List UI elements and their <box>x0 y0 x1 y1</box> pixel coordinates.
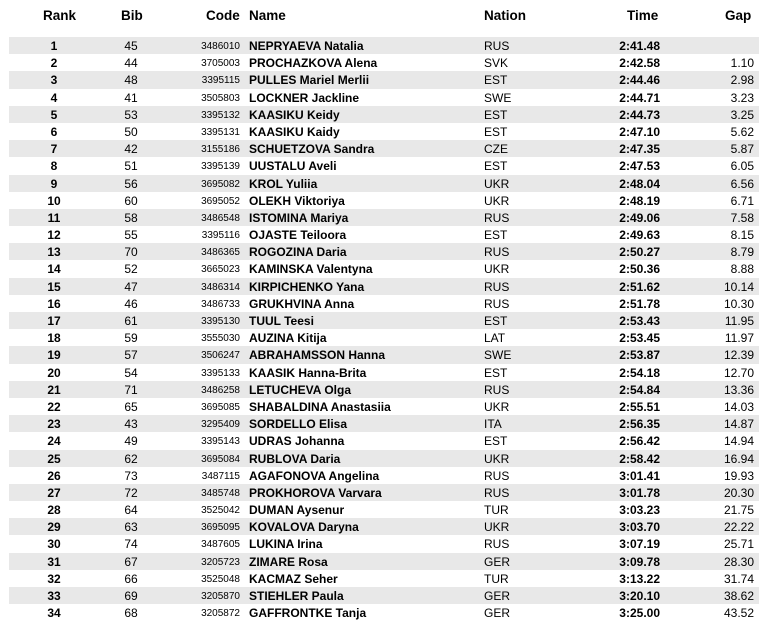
header-nation: Nation <box>484 8 526 23</box>
cell-time: 2:47.53 <box>619 159 660 174</box>
table-row <box>0 157 768 174</box>
cell-gap: 14.87 <box>723 417 754 432</box>
cell-name: PROKHOROVA Varvara <box>249 485 382 500</box>
cell-name: PROCHAZKOVA Alena <box>249 56 378 71</box>
cell-name: LETUCHEVA Olga <box>249 382 352 397</box>
cell-gap: 8.88 <box>730 262 754 277</box>
cell-nation: CZE <box>484 142 508 157</box>
cell-gap: 22.22 <box>723 520 754 535</box>
cell-time: 2:54.18 <box>619 365 660 380</box>
cell-gap: 10.30 <box>723 296 754 311</box>
cell-name: GRUKHVINA Anna <box>249 296 355 311</box>
cell-code: 3395143 <box>201 436 240 448</box>
cell-name: LOCKNER Jackline <box>249 90 360 105</box>
cell-code: 3395133 <box>201 367 240 379</box>
cell-bib: 48 <box>124 73 138 88</box>
cell-name: STIEHLER Paula <box>249 589 344 603</box>
cell-rank: 14 <box>47 262 61 277</box>
cell-gap: 16.94 <box>723 451 754 466</box>
cell-time: 2:53.87 <box>619 348 660 363</box>
cell-gap: 14.03 <box>723 399 754 414</box>
cell-gap: 7.58 <box>730 210 754 225</box>
cell-name: KOVALOVA Daryna <box>249 520 359 535</box>
cell-name: RUBLOVA Daria <box>249 451 341 466</box>
cell-code: 3695095 <box>201 522 240 534</box>
cell-time: 2:49.06 <box>619 210 660 225</box>
cell-rank: 27 <box>47 485 61 500</box>
cell-gap: 31.74 <box>723 571 754 586</box>
cell-code: 3555030 <box>201 333 240 345</box>
cell-time: 2:48.04 <box>619 176 660 191</box>
cell-nation: SVK <box>484 56 509 71</box>
cell-code: 3487605 <box>201 539 240 551</box>
cell-bib: 45 <box>124 39 138 53</box>
table-row <box>0 209 768 226</box>
cell-rank: 30 <box>47 537 61 552</box>
cell-bib: 63 <box>124 520 138 535</box>
cell-time: 2:50.27 <box>619 245 660 260</box>
cell-gap: 13.36 <box>723 382 754 397</box>
cell-gap: 10.14 <box>723 279 754 294</box>
cell-nation: EST <box>484 314 508 328</box>
table-row <box>0 278 768 295</box>
cell-time: 2:47.35 <box>619 142 660 157</box>
cell-bib: 52 <box>124 262 138 277</box>
cell-code: 3695085 <box>201 401 240 413</box>
cell-code: 3665023 <box>201 264 240 276</box>
cell-time: 3:01.78 <box>619 485 660 500</box>
cell-bib: 70 <box>124 245 138 260</box>
cell-gap: 11.97 <box>724 331 754 346</box>
table-row <box>0 312 768 329</box>
table-row <box>0 364 768 381</box>
cell-nation: UKR <box>484 176 510 191</box>
cell-rank: 22 <box>47 399 61 414</box>
cell-bib: 47 <box>124 279 138 294</box>
cell-code: 3205872 <box>201 608 240 620</box>
table-row <box>0 260 768 277</box>
table-row <box>0 243 768 260</box>
cell-bib: 60 <box>124 193 138 208</box>
cell-rank: 8 <box>50 159 58 174</box>
cell-code: 3486314 <box>201 281 240 293</box>
cell-bib: 67 <box>124 554 138 569</box>
cell-rank: 18 <box>47 331 61 346</box>
table-row <box>0 140 768 157</box>
cell-code: 3695084 <box>201 453 240 465</box>
cell-code: 3486548 <box>201 212 240 224</box>
cell-code: 3695052 <box>201 195 240 207</box>
cell-nation: RUS <box>484 279 510 294</box>
results-table <box>0 37 768 621</box>
cell-rank: 24 <box>47 434 61 449</box>
cell-time: 2:44.46 <box>619 73 660 88</box>
cell-name: OLEKH Viktoriya <box>249 193 345 208</box>
cell-bib: 61 <box>124 314 138 328</box>
cell-gap: 43.52 <box>723 606 754 621</box>
cell-nation: EST <box>484 159 508 174</box>
cell-name: NEPRYAEVA Natalia <box>249 39 364 53</box>
cell-name: KIRPICHENKO Yana <box>249 279 365 294</box>
cell-nation: UKR <box>484 262 510 277</box>
table-row <box>0 570 768 587</box>
cell-time: 2:42.58 <box>619 56 660 71</box>
cell-bib: 55 <box>124 228 138 243</box>
cell-name: KROL Yuliia <box>249 176 318 191</box>
cell-time: 2:56.42 <box>619 434 660 449</box>
table-row <box>0 501 768 518</box>
cell-time: 2:41.48 <box>619 39 660 53</box>
table-row <box>0 226 768 243</box>
cell-rank: 21 <box>47 382 61 397</box>
cell-rank: 34 <box>47 606 61 621</box>
table-row <box>0 432 768 449</box>
cell-bib: 72 <box>124 485 138 500</box>
table-row <box>0 175 768 192</box>
cell-time: 2:51.78 <box>619 296 660 311</box>
cell-rank: 4 <box>50 90 58 105</box>
cell-bib: 57 <box>124 348 138 363</box>
cell-bib: 58 <box>124 210 138 225</box>
cell-rank: 33 <box>47 589 61 603</box>
cell-nation: RUS <box>484 245 510 260</box>
cell-nation: SWE <box>484 90 512 105</box>
cell-gap: 38.62 <box>723 589 754 603</box>
cell-name: ISTOMINA Mariya <box>249 210 349 225</box>
cell-rank: 25 <box>47 451 61 466</box>
cell-name: UUSTALU Aveli <box>249 159 337 174</box>
header-gap: Gap <box>725 8 752 23</box>
cell-nation: UKR <box>484 520 510 535</box>
cell-gap: 11.95 <box>724 314 754 328</box>
cell-rank: 3 <box>50 73 58 88</box>
cell-time: 2:55.51 <box>619 399 660 414</box>
cell-time: 2:56.35 <box>619 417 660 432</box>
cell-gap: 12.70 <box>723 365 754 380</box>
header-rank: Rank <box>43 8 77 23</box>
cell-nation: RUS <box>484 296 510 311</box>
header-code: Code <box>206 8 240 23</box>
cell-rank: 28 <box>47 503 61 518</box>
cell-code: 3205870 <box>201 591 240 602</box>
cell-name: AUZINA Kitija <box>249 331 327 346</box>
cell-gap: 6.71 <box>730 193 754 208</box>
cell-name: SCHUETZOVA Sandra <box>249 142 375 157</box>
cell-time: 2:48.19 <box>619 193 660 208</box>
cell-time: 3:20.10 <box>619 589 660 603</box>
table-row <box>0 381 768 398</box>
cell-bib: 73 <box>124 468 138 483</box>
cell-nation: UKR <box>484 399 510 414</box>
cell-name: SORDELLO Elisa <box>249 417 348 432</box>
cell-gap: 5.62 <box>730 124 754 139</box>
cell-code: 3695082 <box>201 178 240 190</box>
cell-rank: 12 <box>47 228 61 243</box>
cell-nation: RUS <box>484 210 510 225</box>
cell-bib: 71 <box>124 382 138 397</box>
cell-rank: 2 <box>50 56 58 71</box>
cell-time: 2:53.45 <box>619 331 660 346</box>
cell-rank: 1 <box>50 39 58 53</box>
table-row <box>0 295 768 312</box>
cell-nation: EST <box>484 228 508 243</box>
table-header <box>0 0 768 28</box>
cell-rank: 20 <box>47 365 61 380</box>
cell-time: 3:01.41 <box>619 468 660 483</box>
table-row <box>0 123 768 140</box>
cell-code: 3486733 <box>201 298 240 310</box>
cell-code: 3395131 <box>201 126 240 138</box>
cell-code: 3486365 <box>201 247 240 259</box>
cell-gap: 6.56 <box>730 176 754 191</box>
cell-gap: 12.39 <box>723 348 754 363</box>
cell-rank: 19 <box>47 348 61 363</box>
cell-bib: 46 <box>124 296 138 311</box>
cell-nation: UKR <box>484 193 510 208</box>
cell-code: 3395116 <box>201 230 240 242</box>
cell-nation: RUS <box>484 39 510 53</box>
cell-name: PULLES Mariel Merlii <box>249 73 370 88</box>
cell-rank: 6 <box>50 124 58 139</box>
cell-bib: 59 <box>124 331 138 346</box>
cell-nation: SWE <box>484 348 512 363</box>
cell-code: 3395139 <box>201 161 240 173</box>
table-row <box>0 89 768 106</box>
cell-nation: EST <box>484 73 508 88</box>
cell-name: KAASIK Hanna-Brita <box>249 365 367 380</box>
cell-code: 3705003 <box>201 58 240 70</box>
cell-rank: 31 <box>47 554 61 569</box>
cell-bib: 51 <box>124 159 138 174</box>
cell-name: UDRAS Johanna <box>249 434 345 449</box>
cell-nation: EST <box>484 107 508 122</box>
cell-time: 2:50.36 <box>619 262 660 277</box>
cell-bib: 66 <box>124 571 138 586</box>
table-row <box>0 71 768 88</box>
cell-bib: 62 <box>124 451 138 466</box>
cell-code: 3487115 <box>201 470 240 482</box>
cell-rank: 5 <box>50 107 58 122</box>
table-row <box>0 106 768 123</box>
table-row <box>0 54 768 71</box>
header-time: Time <box>627 8 659 23</box>
cell-name: AGAFONOVA Angelina <box>249 468 380 483</box>
cell-rank: 29 <box>47 520 61 535</box>
cell-bib: 49 <box>124 434 138 449</box>
cell-rank: 17 <box>47 314 61 328</box>
cell-nation: EST <box>484 124 508 139</box>
cell-time: 2:58.42 <box>619 451 660 466</box>
cell-time: 3:09.78 <box>619 554 660 569</box>
table-row <box>0 535 768 552</box>
cell-nation: TUR <box>484 503 509 518</box>
cell-name: ROGOZINA Daria <box>249 245 347 260</box>
table-row <box>0 450 768 467</box>
cell-rank: 13 <box>47 245 61 260</box>
cell-name: GAFFRONTKE Tanja <box>249 606 367 621</box>
cell-code: 3505803 <box>201 92 240 104</box>
cell-code: 3506247 <box>201 350 240 362</box>
header-bib: Bib <box>121 8 143 23</box>
table-row <box>0 587 768 604</box>
cell-rank: 9 <box>50 176 58 191</box>
cell-nation: RUS <box>484 537 510 552</box>
table-row <box>0 37 768 54</box>
table-row <box>0 553 768 570</box>
cell-bib: 53 <box>124 107 138 122</box>
cell-bib: 64 <box>124 503 138 518</box>
cell-bib: 50 <box>124 124 138 139</box>
cell-gap: 21.75 <box>723 503 754 518</box>
cell-nation: UKR <box>484 451 510 466</box>
cell-code: 3486010 <box>201 41 240 52</box>
cell-gap: 14.94 <box>723 434 754 449</box>
cell-gap: 5.87 <box>730 142 754 157</box>
cell-gap: 3.25 <box>730 107 754 122</box>
cell-name: KAMINSKA Valentyna <box>249 262 373 277</box>
cell-rank: 23 <box>47 417 61 432</box>
cell-gap: 3.23 <box>730 90 754 105</box>
cell-nation: LAT <box>484 331 506 346</box>
table-row <box>0 518 768 535</box>
cell-name: SHABALDINA Anastasiia <box>249 399 391 414</box>
cell-nation: GER <box>484 589 511 603</box>
cell-bib: 56 <box>124 176 138 191</box>
cell-nation: EST <box>484 434 508 449</box>
cell-gap: 8.15 <box>730 228 754 243</box>
table-row <box>0 604 768 621</box>
cell-time: 3:07.19 <box>619 537 660 552</box>
table-row <box>0 467 768 484</box>
cell-time: 2:51.62 <box>619 279 660 294</box>
cell-code: 3205723 <box>201 556 240 568</box>
cell-bib: 69 <box>124 589 138 603</box>
cell-bib: 74 <box>124 537 138 552</box>
table-row <box>0 192 768 209</box>
cell-code: 3486258 <box>201 384 240 396</box>
cell-time: 2:54.84 <box>619 382 660 397</box>
cell-rank: 7 <box>50 142 58 157</box>
cell-name: LUKINA Irina <box>249 537 323 552</box>
cell-bib: 42 <box>124 142 138 157</box>
cell-bib: 44 <box>124 56 138 71</box>
cell-rank: 26 <box>47 468 61 483</box>
cell-gap: 20.30 <box>723 485 754 500</box>
cell-rank: 16 <box>47 296 61 311</box>
table-row <box>0 415 768 432</box>
table-row <box>0 398 768 415</box>
cell-gap: 1.10 <box>730 56 754 71</box>
cell-gap: 28.30 <box>723 554 754 569</box>
cell-code: 3525048 <box>201 573 240 585</box>
cell-rank: 32 <box>47 571 61 586</box>
cell-nation: RUS <box>484 382 510 397</box>
cell-code: 3395132 <box>201 109 240 121</box>
cell-time: 2:44.73 <box>619 107 660 122</box>
cell-rank: 15 <box>47 279 61 294</box>
cell-code: 3525042 <box>201 505 240 517</box>
cell-code: 3485748 <box>201 487 240 499</box>
cell-time: 2:47.10 <box>619 124 660 139</box>
cell-name: TUUL Teesi <box>249 314 314 328</box>
cell-nation: GER <box>484 554 511 569</box>
cell-gap: 6.05 <box>730 159 754 174</box>
cell-bib: 43 <box>124 417 138 432</box>
cell-time: 3:03.70 <box>619 520 660 535</box>
cell-code: 3155186 <box>201 144 240 156</box>
cell-bib: 41 <box>124 90 138 105</box>
cell-nation: TUR <box>484 571 509 586</box>
header-name: Name <box>249 8 286 23</box>
cell-time: 3:13.22 <box>619 571 660 586</box>
cell-time: 3:03.23 <box>619 503 660 518</box>
cell-gap: 19.93 <box>723 468 754 483</box>
cell-name: OJASTE Teiloora <box>249 228 347 243</box>
cell-code: 3395130 <box>201 316 240 327</box>
cell-rank: 10 <box>47 193 61 208</box>
cell-name: KAASIKU Keidy <box>249 107 340 122</box>
cell-gap: 8.79 <box>730 245 754 260</box>
cell-bib: 68 <box>124 606 138 621</box>
cell-gap: 2.98 <box>730 73 754 88</box>
cell-time: 3:25.00 <box>619 606 660 621</box>
cell-code: 3395115 <box>201 75 240 87</box>
cell-rank: 11 <box>47 210 61 225</box>
cell-bib: 54 <box>124 365 138 380</box>
cell-time: 2:49.63 <box>619 228 660 243</box>
cell-name: KACMAZ Seher <box>249 571 338 586</box>
cell-name: ZIMARE Rosa <box>249 554 328 569</box>
cell-name: ABRAHAMSSON Hanna <box>249 348 386 363</box>
table-row <box>0 329 768 346</box>
cell-nation: RUS <box>484 485 510 500</box>
cell-nation: ITA <box>484 417 502 432</box>
cell-code: 3295409 <box>201 419 240 431</box>
cell-gap: 25.71 <box>723 537 754 552</box>
cell-nation: GER <box>484 606 511 621</box>
table-row <box>0 484 768 501</box>
cell-nation: RUS <box>484 468 510 483</box>
cell-time: 2:44.71 <box>619 90 660 105</box>
table-row <box>0 346 768 363</box>
cell-bib: 65 <box>124 399 138 414</box>
cell-name: DUMAN Aysenur <box>249 503 345 518</box>
cell-time: 2:53.43 <box>619 314 660 328</box>
cell-name: KAASIKU Kaidy <box>249 124 340 139</box>
cell-nation: EST <box>484 365 508 380</box>
